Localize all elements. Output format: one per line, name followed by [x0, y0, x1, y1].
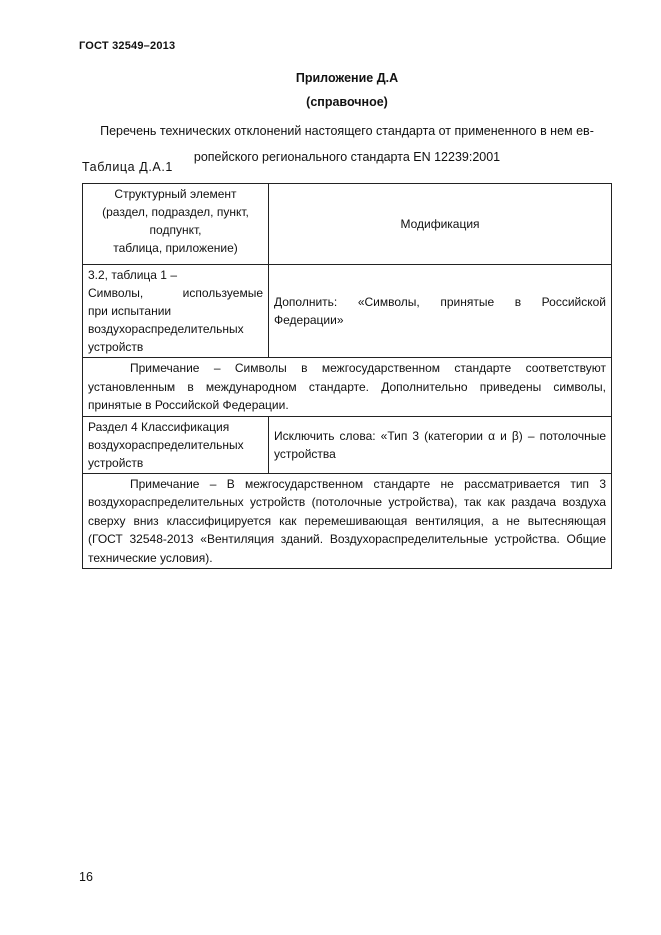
- cell-line: воздухораспределительных: [88, 437, 244, 452]
- header-col1-line: таблица, приложение): [113, 241, 238, 255]
- header-structural-element: [83, 184, 269, 265]
- cell-line: 3.2, таблица 1 –: [88, 268, 177, 282]
- deviations-table: [82, 183, 612, 569]
- cell-line: устройств: [88, 455, 144, 470]
- appendix-subtitle: (справочное): [306, 95, 388, 109]
- intro-line-2: ропейского регионального стандарта EN 12239:2001: [193, 150, 501, 164]
- cell-line: Раздел 4 Классификация: [88, 419, 230, 434]
- table-note: [83, 473, 612, 569]
- table-row: [83, 416, 612, 473]
- header-col1-line: Структурный элемент: [114, 187, 237, 201]
- row-modification-cell: Дополнить: «Символы, принятые в Российской Федерации»: [269, 265, 612, 358]
- note-text: Примечание – Символы в межгосударственном стандарте соответствуют установленным в международном стандарте. Дополнительно приведены символы, принятые в Российской Федерации.: [88, 361, 606, 412]
- row-modification-cell: Исключить слова: «Тип 3 (категории α и β) – потолочные устройства: [269, 416, 612, 473]
- table-note: [83, 358, 612, 417]
- cell-line: Символы, используемые: [88, 286, 263, 300]
- row-element-cell: [83, 416, 269, 473]
- cell-line: устройств: [88, 340, 144, 354]
- table-caption: Таблица Д.А.1: [82, 160, 173, 174]
- note-row: [83, 473, 612, 569]
- header-col1-line: подпункт,: [149, 223, 202, 237]
- table-header-row: [83, 184, 612, 265]
- cell-line: при испытании: [88, 304, 172, 318]
- row-element-cell: [83, 265, 269, 358]
- header-col1-line: (раздел, подраздел, пункт,: [102, 205, 249, 219]
- intro-line-1: Перечень технических отклонений настоящего стандарта от примененного в нем ев-: [100, 124, 594, 138]
- page-number: 16: [79, 870, 93, 884]
- table-row: [83, 265, 612, 358]
- note-text: Примечание – В межгосударственном стандарте не рассматривается тип 3 воздухораспределительных устройств (потолочные устройства), так как раздача воздуха сверху вниз классифицируется как перемешивающая вентиляция, а не вытесняющая (ГОСТ 32548-2013 «Вентиляция зданий. Воздухораспределительные устройства. Общие технические условия).: [88, 476, 606, 565]
- header-modification: Модификация: [269, 184, 612, 265]
- cell-line: воздухораспределительных: [88, 322, 244, 336]
- note-row: [83, 358, 612, 417]
- appendix-title: Приложение Д.А: [295, 71, 399, 85]
- document-code: ГОСТ 32549–2013: [79, 40, 176, 52]
